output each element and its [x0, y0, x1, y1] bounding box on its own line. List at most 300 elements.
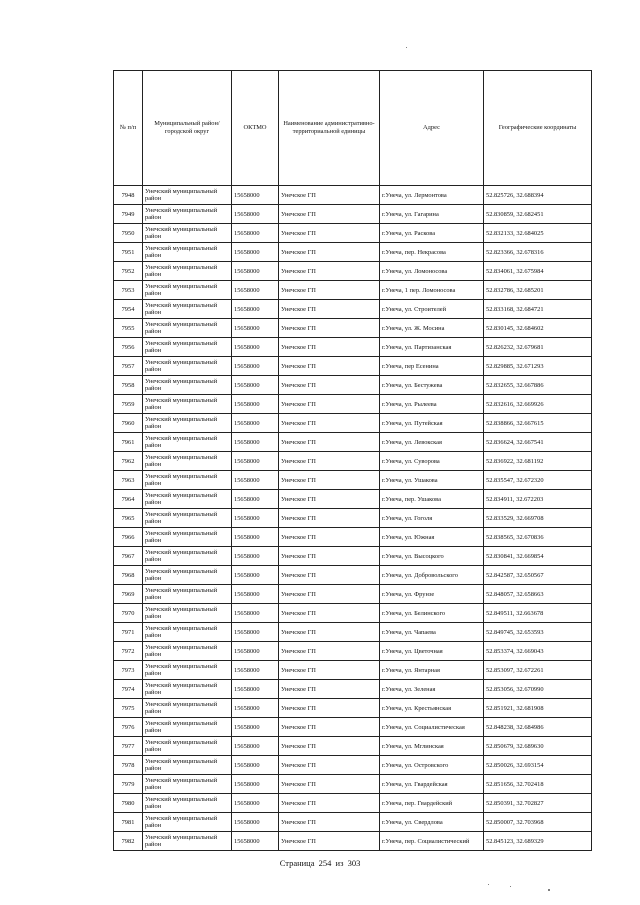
cell-oktmo: 15658000 [232, 452, 279, 471]
cell-oktmo: 15658000 [232, 775, 279, 794]
district-line-2: район [145, 328, 162, 335]
table-row [114, 471, 592, 490]
scan-speck [406, 47, 407, 48]
cell-index: 7971 [114, 623, 143, 642]
cell-district [143, 452, 232, 471]
page-label: Страница [279, 858, 315, 868]
cell-coordinates: 52.830859, 32.682451 [484, 205, 592, 224]
cell-coordinates: 52.832655, 32.667886 [484, 376, 592, 395]
cell-oktmo: 15658000 [232, 490, 279, 509]
cell-index: 7970 [114, 604, 143, 623]
cell-district [143, 338, 232, 357]
cell-coordinates: 52.848238, 32.684986 [484, 718, 592, 737]
cell-index: 7967 [114, 547, 143, 566]
cell-district [143, 794, 232, 813]
cell-address: г.Унеча, ул. Чапаева [380, 623, 484, 642]
cell-address: г.Унеча, ул. Белинского [380, 604, 484, 623]
cell-index: 7972 [114, 642, 143, 661]
cell-admin-unit: Унечское ГП [279, 262, 380, 281]
cell-address: г.Унеча, ул. Добровольского [380, 566, 484, 585]
cell-oktmo: 15658000 [232, 699, 279, 718]
scan-speck [548, 889, 550, 891]
district-line-1: Унечский муниципальный [145, 682, 218, 689]
cell-address: г.Унеча, ул. Островского [380, 756, 484, 775]
cell-index: 7974 [114, 680, 143, 699]
district-line-1: Унечский муниципальный [145, 302, 218, 309]
cell-oktmo: 15658000 [232, 680, 279, 699]
district-line-2: район [145, 366, 162, 373]
cell-address: г.Унеча, ул. Мглинская [380, 737, 484, 756]
district-line-1: Унечский муниципальный [145, 739, 218, 746]
table-row [114, 186, 592, 205]
cell-oktmo: 15658000 [232, 813, 279, 832]
cell-coordinates: 52.823366, 32.678316 [484, 243, 592, 262]
table-row [114, 490, 592, 509]
cell-address: г.Унеча, ул. Суворова [380, 452, 484, 471]
scan-speck [510, 886, 511, 887]
cell-admin-unit: Унечское ГП [279, 243, 380, 262]
cell-address: г.Унеча, ул. Свердлова [380, 813, 484, 832]
table-row [114, 756, 592, 775]
cell-district [143, 300, 232, 319]
cell-coordinates: 52.849511, 32.663678 [484, 604, 592, 623]
cell-oktmo: 15658000 [232, 338, 279, 357]
cell-district [143, 528, 232, 547]
table-row [114, 433, 592, 452]
cell-coordinates: 52.853374, 32.669043 [484, 642, 592, 661]
cell-oktmo: 15658000 [232, 433, 279, 452]
table-row [114, 661, 592, 680]
district-line-1: Унечский муниципальный [145, 796, 218, 803]
cell-coordinates: 52.836624, 32.667541 [484, 433, 592, 452]
cell-admin-unit: Унечское ГП [279, 832, 380, 851]
district-line-2: район [145, 271, 162, 278]
page-of-label: из [335, 858, 344, 868]
table-row [114, 395, 592, 414]
cell-index: 7981 [114, 813, 143, 832]
table-row [114, 623, 592, 642]
cell-oktmo: 15658000 [232, 604, 279, 623]
district-line-1: Унечский муниципальный [145, 549, 218, 556]
district-line-2: район [145, 480, 162, 487]
district-line-1: Унечский муниципальный [145, 606, 218, 613]
district-line-2: район [145, 290, 162, 297]
cell-admin-unit: Унечское ГП [279, 756, 380, 775]
cell-coordinates: 52.832616, 32.669926 [484, 395, 592, 414]
cell-admin-unit: Унечское ГП [279, 604, 380, 623]
cell-oktmo: 15658000 [232, 471, 279, 490]
cell-admin-unit: Унечское ГП [279, 281, 380, 300]
cell-address: г.Унеча, ул. Ломоносова [380, 262, 484, 281]
cell-address: г.Унеча, 1 пер. Ломоносова [380, 281, 484, 300]
cell-index: 7949 [114, 205, 143, 224]
cell-coordinates: 52.851656, 32.702418 [484, 775, 592, 794]
header-oktmo: ОКТМО [232, 71, 279, 186]
district-line-2: район [145, 423, 162, 430]
table-row [114, 243, 592, 262]
cell-oktmo: 15658000 [232, 585, 279, 604]
cell-index: 7959 [114, 395, 143, 414]
cell-index: 7948 [114, 186, 143, 205]
district-line-1: Унечский муниципальный [145, 644, 218, 651]
page-number: 254 [318, 858, 332, 868]
district-line-1: Унечский муниципальный [145, 815, 218, 822]
cell-oktmo: 15658000 [232, 756, 279, 775]
table-row [114, 832, 592, 851]
district-line-2: район [145, 404, 162, 411]
cell-district [143, 186, 232, 205]
cell-address: г.Унеча, пер Есенина [380, 357, 484, 376]
cell-coordinates: 52.834911, 32.672203 [484, 490, 592, 509]
cell-index: 7963 [114, 471, 143, 490]
cell-index: 7951 [114, 243, 143, 262]
cell-district [143, 547, 232, 566]
table-row [114, 300, 592, 319]
cell-admin-unit: Унечское ГП [279, 490, 380, 509]
cell-admin-unit: Унечское ГП [279, 509, 380, 528]
cell-oktmo: 15658000 [232, 319, 279, 338]
cell-admin-unit: Унечское ГП [279, 585, 380, 604]
cell-admin-unit: Унечское ГП [279, 642, 380, 661]
cell-coordinates: 52.835547, 32.672320 [484, 471, 592, 490]
district-line-1: Унечский муниципальный [145, 340, 218, 347]
cell-index: 7956 [114, 338, 143, 357]
table-row [114, 699, 592, 718]
cell-district [143, 281, 232, 300]
district-line-1: Унечский муниципальный [145, 416, 218, 423]
cell-coordinates: 52.853097, 32.672261 [484, 661, 592, 680]
header-index: № п/п [114, 71, 143, 186]
district-line-2: район [145, 537, 162, 544]
cell-admin-unit: Унечское ГП [279, 338, 380, 357]
cell-address: г.Унеча, ул. Ж. Мосина [380, 319, 484, 338]
district-line-1: Унечский муниципальный [145, 663, 218, 670]
district-line-1: Унечский муниципальный [145, 264, 218, 271]
table-row [114, 357, 592, 376]
cell-index: 7952 [114, 262, 143, 281]
cell-oktmo: 15658000 [232, 737, 279, 756]
district-line-2: район [145, 233, 162, 240]
cell-district [143, 433, 232, 452]
table-row [114, 414, 592, 433]
district-line-2: район [145, 214, 162, 221]
cell-coordinates: 52.845123, 32.689329 [484, 832, 592, 851]
district-line-1: Унечский муниципальный [145, 226, 218, 233]
district-line-2: район [145, 575, 162, 582]
cell-address: г.Унеча, ул. Цветочная [380, 642, 484, 661]
cell-coordinates: 52.833529, 32.669708 [484, 509, 592, 528]
cell-district [143, 205, 232, 224]
cell-coordinates: 52.850026, 32.693154 [484, 756, 592, 775]
table-row [114, 680, 592, 699]
table-row [114, 604, 592, 623]
cell-admin-unit: Унечское ГП [279, 680, 380, 699]
cell-coordinates: 52.830841, 32.669854 [484, 547, 592, 566]
district-line-2: район [145, 803, 162, 810]
cell-index: 7976 [114, 718, 143, 737]
district-line-2: район [145, 461, 162, 468]
cell-index: 7965 [114, 509, 143, 528]
cell-coordinates: 52.853056, 32.670990 [484, 680, 592, 699]
table-row [114, 528, 592, 547]
district-line-1: Унечский муниципальный [145, 454, 218, 461]
cell-admin-unit: Унечское ГП [279, 205, 380, 224]
header-coordinates: Географические координаты [484, 71, 592, 186]
cell-coordinates: 52.850391, 32.702827 [484, 794, 592, 813]
cell-coordinates: 52.838565, 32.670836 [484, 528, 592, 547]
page-total: 303 [347, 858, 361, 868]
cell-address: г.Унеча, пер. Гвардейский [380, 794, 484, 813]
cell-index: 7977 [114, 737, 143, 756]
cell-index: 7961 [114, 433, 143, 452]
cell-index: 7973 [114, 661, 143, 680]
cell-address: г.Унеча, ул. Социалистическая [380, 718, 484, 737]
district-line-2: район [145, 632, 162, 639]
cell-index: 7960 [114, 414, 143, 433]
cell-index: 7964 [114, 490, 143, 509]
district-line-2: район [145, 442, 162, 449]
cell-address: г.Унеча, ул. Зеленая [380, 680, 484, 699]
cell-admin-unit: Унечское ГП [279, 414, 380, 433]
district-line-1: Унечский муниципальный [145, 587, 218, 594]
cell-admin-unit: Унечское ГП [279, 566, 380, 585]
cell-index: 7955 [114, 319, 143, 338]
district-line-2: район [145, 746, 162, 753]
cell-address: г.Унеча, ул. Высоцкого [380, 547, 484, 566]
cell-admin-unit: Унечское ГП [279, 813, 380, 832]
table-row [114, 452, 592, 471]
cell-index: 7980 [114, 794, 143, 813]
cell-coordinates: 52.829885, 32.671293 [484, 357, 592, 376]
cell-address: г.Унеча, ул. Лермонтова [380, 186, 484, 205]
table-row [114, 775, 592, 794]
district-line-2: район [145, 727, 162, 734]
cell-district [143, 395, 232, 414]
cell-admin-unit: Унечское ГП [279, 528, 380, 547]
cell-district [143, 471, 232, 490]
cell-address: г.Унеча, ул. Бестужева [380, 376, 484, 395]
district-line-1: Унечский муниципальный [145, 207, 218, 214]
cell-admin-unit: Унечское ГП [279, 452, 380, 471]
cell-district [143, 414, 232, 433]
district-line-1: Унечский муниципальный [145, 283, 218, 290]
cell-address: г.Унеча, ул. Фрунзе [380, 585, 484, 604]
district-line-1: Унечский муниципальный [145, 777, 218, 784]
cell-oktmo: 15658000 [232, 300, 279, 319]
district-line-1: Унечский муниципальный [145, 473, 218, 480]
district-line-2: район [145, 347, 162, 354]
cell-index: 7962 [114, 452, 143, 471]
scan-speck [488, 884, 489, 885]
cell-oktmo: 15658000 [232, 718, 279, 737]
table-body [114, 186, 592, 851]
cell-oktmo: 15658000 [232, 794, 279, 813]
cell-admin-unit: Унечское ГП [279, 300, 380, 319]
cell-address: г.Унеча, ул. Южная [380, 528, 484, 547]
cell-oktmo: 15658000 [232, 832, 279, 851]
table-row [114, 737, 592, 756]
cell-admin-unit: Унечское ГП [279, 794, 380, 813]
cell-admin-unit: Унечское ГП [279, 224, 380, 243]
cell-index: 7969 [114, 585, 143, 604]
cell-address: г.Унеча, ул. Ушакова [380, 471, 484, 490]
cell-district [143, 661, 232, 680]
district-line-1: Унечский муниципальный [145, 701, 218, 708]
cell-oktmo: 15658000 [232, 281, 279, 300]
table-row [114, 585, 592, 604]
table-header-row [114, 71, 592, 186]
table-row [114, 642, 592, 661]
district-line-1: Унечский муниципальный [145, 492, 218, 499]
district-line-2: район [145, 689, 162, 696]
cell-address: г.Унеча, ул. Раскова [380, 224, 484, 243]
cell-address: г.Унеча, ул. Партизанская [380, 338, 484, 357]
table-row [114, 566, 592, 585]
cell-address: г.Унеча, пер. Некрасова [380, 243, 484, 262]
district-line-2: район [145, 708, 162, 715]
cell-coordinates: 52.825726, 32.688394 [484, 186, 592, 205]
cell-index: 7982 [114, 832, 143, 851]
cell-district [143, 566, 232, 585]
cell-district [143, 775, 232, 794]
table-row [114, 205, 592, 224]
cell-coordinates: 52.832133, 32.684025 [484, 224, 592, 243]
cell-admin-unit: Унечское ГП [279, 718, 380, 737]
cell-coordinates: 52.838866, 32.667615 [484, 414, 592, 433]
cell-oktmo: 15658000 [232, 205, 279, 224]
district-line-1: Унечский муниципальный [145, 720, 218, 727]
district-line-1: Унечский муниципальный [145, 834, 218, 841]
cell-coordinates: 52.826232, 32.679681 [484, 338, 592, 357]
cell-oktmo: 15658000 [232, 243, 279, 262]
cell-district [143, 224, 232, 243]
cell-coordinates: 52.832786, 32.685201 [484, 281, 592, 300]
cell-index: 7968 [114, 566, 143, 585]
district-line-2: район [145, 784, 162, 791]
cell-district [143, 813, 232, 832]
table-row [114, 547, 592, 566]
cell-coordinates: 52.849745, 32.653593 [484, 623, 592, 642]
cell-district [143, 756, 232, 775]
district-line-2: район [145, 613, 162, 620]
cell-district [143, 262, 232, 281]
table-row [114, 813, 592, 832]
cell-district [143, 319, 232, 338]
cell-district [143, 832, 232, 851]
cell-admin-unit: Унечское ГП [279, 395, 380, 414]
cell-admin-unit: Унечское ГП [279, 433, 380, 452]
table-row [114, 509, 592, 528]
cell-index: 7978 [114, 756, 143, 775]
cell-admin-unit: Унечское ГП [279, 186, 380, 205]
district-line-2: район [145, 822, 162, 829]
district-line-2: район [145, 195, 162, 202]
cell-address: г.Унеча, ул. Путейская [380, 414, 484, 433]
cell-index: 7953 [114, 281, 143, 300]
district-line-1: Унечский муниципальный [145, 245, 218, 252]
cell-admin-unit: Унечское ГП [279, 737, 380, 756]
cell-district [143, 699, 232, 718]
cell-index: 7975 [114, 699, 143, 718]
cell-address: г.Унеча, ул. Строителей [380, 300, 484, 319]
cell-coordinates: 52.834061, 32.675984 [484, 262, 592, 281]
cell-district [143, 376, 232, 395]
cell-oktmo: 15658000 [232, 357, 279, 376]
cell-admin-unit: Унечское ГП [279, 547, 380, 566]
cell-district [143, 604, 232, 623]
district-line-2: район [145, 385, 162, 392]
table-row [114, 376, 592, 395]
cell-address: г.Унеча, ул. Гоголя [380, 509, 484, 528]
district-line-1: Унечский муниципальный [145, 188, 218, 195]
cell-coordinates: 52.836922, 32.681192 [484, 452, 592, 471]
district-line-2: район [145, 594, 162, 601]
cell-district [143, 357, 232, 376]
district-line-1: Унечский муниципальный [145, 530, 218, 537]
district-line-1: Унечский муниципальный [145, 321, 218, 328]
district-line-2: район [145, 651, 162, 658]
district-line-2: район [145, 252, 162, 259]
district-line-1: Унечский муниципальный [145, 378, 218, 385]
cell-district [143, 680, 232, 699]
cell-index: 7950 [114, 224, 143, 243]
cell-oktmo: 15658000 [232, 661, 279, 680]
cell-district [143, 585, 232, 604]
cell-coordinates: 52.848057, 32.658663 [484, 585, 592, 604]
table-row [114, 718, 592, 737]
table-row [114, 262, 592, 281]
cell-address: г.Унеча, ул. Гагарина [380, 205, 484, 224]
cell-oktmo: 15658000 [232, 623, 279, 642]
cell-oktmo: 15658000 [232, 414, 279, 433]
cell-admin-unit: Унечское ГП [279, 376, 380, 395]
cell-coordinates: 52.830145, 32.684602 [484, 319, 592, 338]
cell-address: г.Унеча, ул. Гвардейская [380, 775, 484, 794]
header-district: Муниципальный район/городской округ [143, 71, 232, 186]
cell-district [143, 243, 232, 262]
district-line-1: Унечский муниципальный [145, 397, 218, 404]
cell-district [143, 642, 232, 661]
table-row [114, 319, 592, 338]
cell-address: г.Унеча, ул. Крестьянская [380, 699, 484, 718]
cell-coordinates: 52.833168, 32.684721 [484, 300, 592, 319]
cell-admin-unit: Унечское ГП [279, 661, 380, 680]
table-row [114, 338, 592, 357]
cell-coordinates: 52.850007, 32.703968 [484, 813, 592, 832]
district-line-1: Унечский муниципальный [145, 625, 218, 632]
cell-address: г.Унеча, пер. Социалистический [380, 832, 484, 851]
cell-district [143, 490, 232, 509]
cell-oktmo: 15658000 [232, 262, 279, 281]
cell-admin-unit: Унечское ГП [279, 319, 380, 338]
header-admin-unit: Наименование административно-территориальной единицы [279, 71, 380, 186]
district-line-1: Унечский муниципальный [145, 359, 218, 366]
table-row [114, 794, 592, 813]
address-registry-table [113, 70, 592, 851]
table-row [114, 224, 592, 243]
district-line-2: район [145, 841, 162, 848]
cell-admin-unit: Унечское ГП [279, 699, 380, 718]
cell-admin-unit: Унечское ГП [279, 471, 380, 490]
district-line-1: Унечский муниципальный [145, 511, 218, 518]
district-line-2: район [145, 518, 162, 525]
cell-oktmo: 15658000 [232, 395, 279, 414]
district-line-2: район [145, 309, 162, 316]
cell-district [143, 623, 232, 642]
cell-index: 7954 [114, 300, 143, 319]
cell-address: г.Унеча, ул. Янтарная [380, 661, 484, 680]
cell-coordinates: 52.842587, 32.650567 [484, 566, 592, 585]
